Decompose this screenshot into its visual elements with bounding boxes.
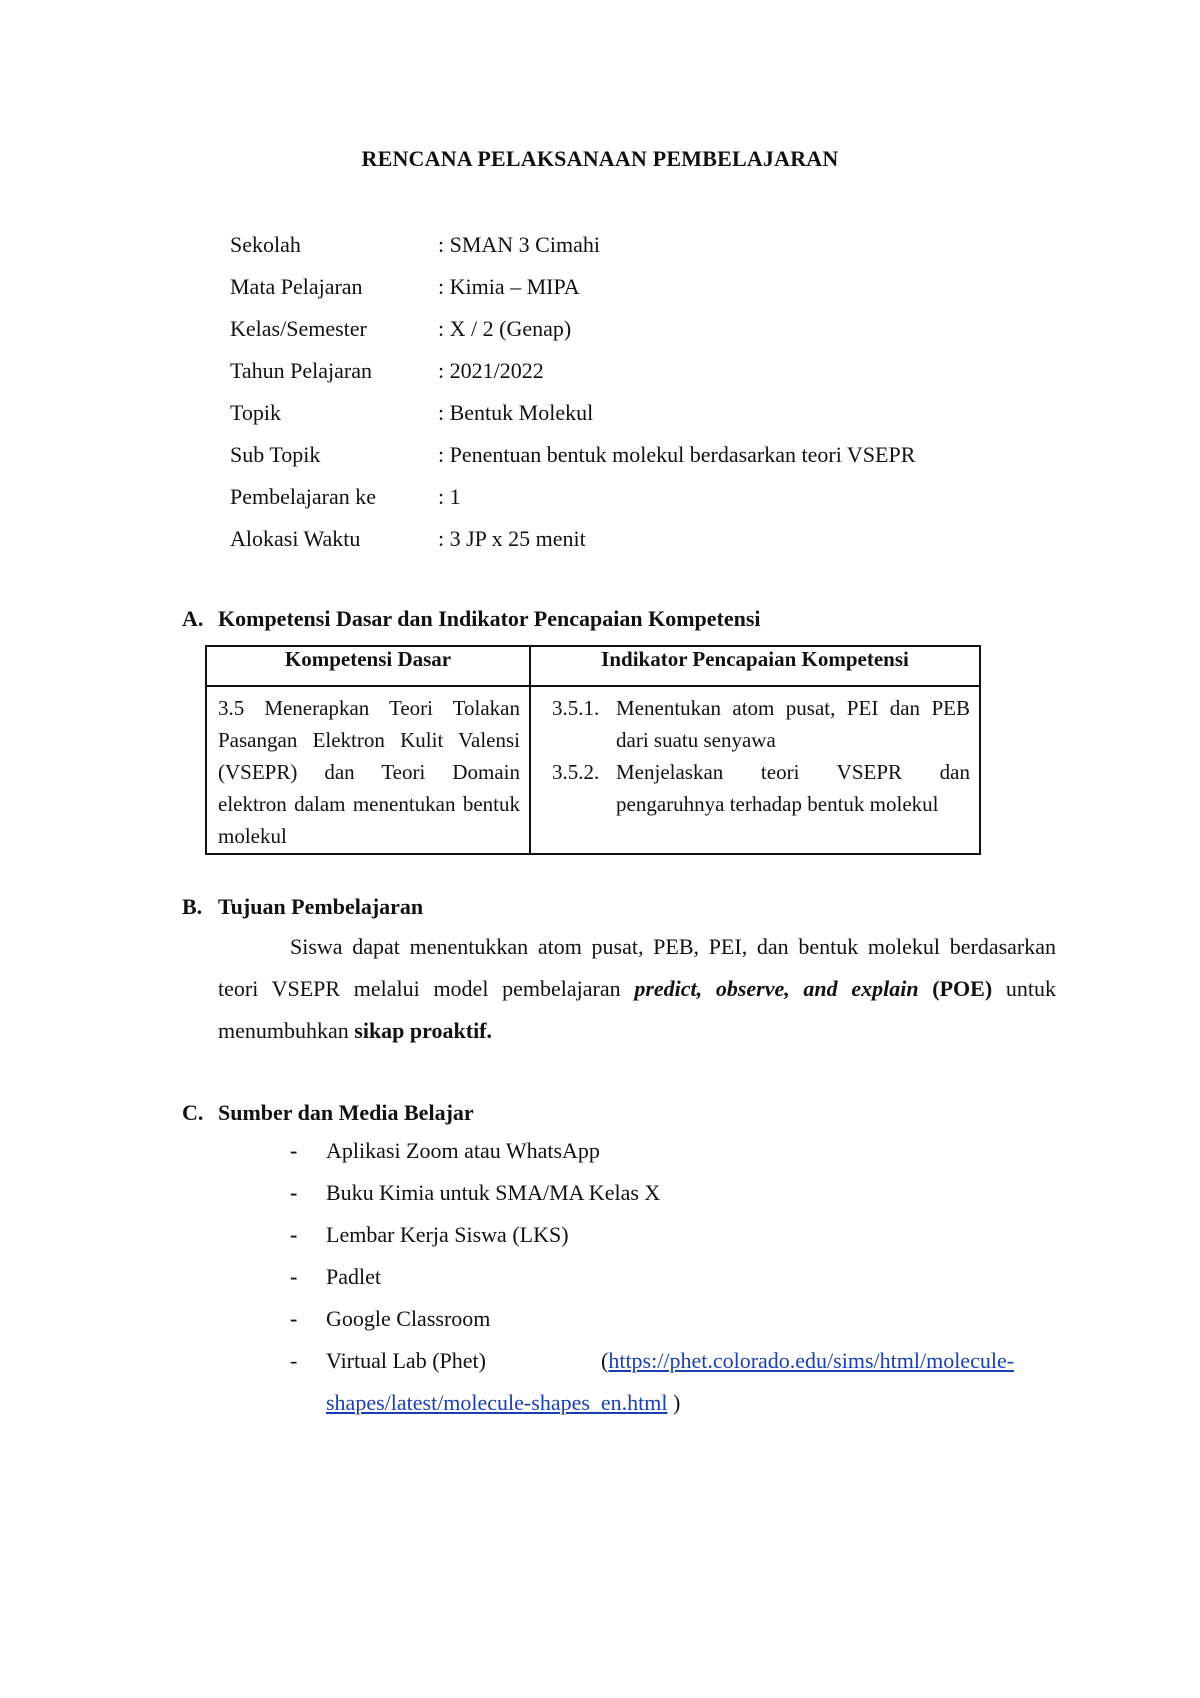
info-block — [230, 230, 915, 566]
list-item — [290, 1178, 1060, 1220]
info-row-alokasi-waktu — [230, 524, 915, 566]
info-label: Mata Pelajaran — [230, 274, 363, 299]
info-row-kelas-semester — [230, 314, 915, 356]
dash-bullet: - — [290, 1348, 298, 1373]
info-row-sekolah — [230, 230, 915, 272]
kd-text: 3.5 Menerapkan Teori Tolakan Pasangan Elektron Kulit Valensi (VSEPR) dan Teori Domain elektron dalam menentukan bentuk molekul — [218, 696, 520, 848]
link-continuation — [326, 1388, 680, 1418]
section-c-heading — [182, 1100, 474, 1126]
dash-bullet: - — [290, 1264, 298, 1289]
section-letter: B. — [182, 894, 203, 919]
phet-link[interactable]: https://phet.colorado.edu/sims/html/molecule- — [608, 1348, 1015, 1373]
dash-bullet: - — [290, 1180, 298, 1205]
media-label: Buku Kimia untuk SMA/MA Kelas X — [326, 1180, 661, 1205]
media-label: Padlet — [326, 1264, 381, 1289]
info-label: Kelas/Semester — [230, 316, 367, 341]
media-label: Google Classroom — [326, 1306, 491, 1331]
competency-table — [205, 645, 981, 855]
info-value: : Kimia – MIPA — [438, 274, 580, 299]
header-kompetensi-dasar: Kompetensi Dasar — [206, 646, 530, 686]
objective-model: predict, observe, and explain — [634, 976, 919, 1001]
info-value: : 2021/2022 — [438, 358, 544, 383]
document-title: RENCANA PELAKSANAAN PEMBELAJARAN — [361, 146, 839, 171]
dash-bullet: - — [290, 1222, 298, 1247]
info-row-sub-topik — [230, 440, 915, 482]
info-value: : SMAN 3 Cimahi — [438, 232, 600, 257]
indicator-item — [552, 692, 970, 756]
info-label: Tahun Pelajaran — [230, 358, 373, 383]
section-title: Tujuan Pembelajaran — [218, 894, 424, 919]
info-value: : 1 — [438, 484, 461, 509]
list-item — [290, 1262, 1060, 1304]
info-row-mata-pelajaran — [230, 272, 915, 314]
media-list — [290, 1136, 1060, 1388]
section-title: Sumber dan Media Belajar — [218, 1100, 474, 1125]
list-item — [290, 1304, 1060, 1346]
dash-bullet: - — [290, 1138, 298, 1163]
info-label: Alokasi Waktu — [230, 526, 361, 551]
section-letter: C. — [182, 1100, 204, 1125]
objective-text: untuk menumbuhkan — [218, 976, 1056, 1043]
list-item — [290, 1136, 1060, 1178]
link-open-paren: ( — [601, 1348, 609, 1373]
info-value: : X / 2 (Genap) — [438, 316, 572, 341]
indicator-cell — [530, 686, 980, 854]
objective-abbrev: (POE) — [932, 976, 993, 1001]
info-row-pembelajaran-ke — [230, 482, 915, 524]
table-row — [206, 686, 980, 854]
media-label: Virtual Lab (Phet) — [326, 1348, 486, 1373]
media-label: Lembar Kerja Siswa (LKS) — [326, 1222, 569, 1247]
section-b-heading — [182, 894, 423, 920]
info-row-tahun-pelajaran — [230, 356, 915, 398]
list-item — [290, 1220, 1060, 1262]
dash-bullet: - — [290, 1306, 298, 1331]
section-letter: A. — [182, 606, 204, 631]
info-label: Topik — [230, 400, 282, 425]
header-indikator: Indikator Pencapaian Kompetensi — [530, 646, 980, 686]
phet-link-continued[interactable]: shapes/latest/molecule-shapes_en.html — [326, 1390, 668, 1415]
info-label: Pembelajaran ke — [230, 484, 376, 509]
table-header-row — [206, 646, 980, 686]
indicator-text: Menjelaskan teori VSEPR dan pengaruhnya terhadap bentuk molekul — [616, 760, 970, 816]
indicator-text: Menentukan atom pusat, PEI dan PEB dari suatu senyawa — [616, 696, 970, 752]
info-label: Sub Topik — [230, 442, 321, 467]
objective-text: Siswa dapat menentukkan atom pusat, PEB, PEI, dan bentuk molekul berdasarkan teori VSEPR melalui model pembelajaran — [218, 934, 1056, 1001]
info-row-topik — [230, 398, 915, 440]
info-value: : 3 JP x 25 menit — [438, 526, 586, 551]
indicator-number: 3.5.2. — [552, 760, 600, 784]
info-value: : Bentuk Molekul — [438, 400, 594, 425]
objective-attitude: sikap proaktif. — [354, 1018, 493, 1043]
section-a-heading — [182, 606, 761, 632]
link-close-paren: ) — [667, 1390, 681, 1415]
kd-cell — [206, 686, 530, 854]
indicator-number: 3.5.1. — [552, 696, 600, 720]
learning-objective-paragraph — [218, 926, 1056, 1052]
list-item-virtual-lab — [290, 1346, 1060, 1388]
indicator-item — [552, 756, 970, 820]
section-title: Kompetensi Dasar dan Indikator Pencapaian Kompetensi — [218, 606, 761, 631]
media-label: Aplikasi Zoom atau WhatsApp — [326, 1138, 600, 1163]
info-label: Sekolah — [230, 232, 301, 257]
info-value: : Penentuan bentuk molekul berdasarkan teori VSEPR — [438, 442, 916, 467]
